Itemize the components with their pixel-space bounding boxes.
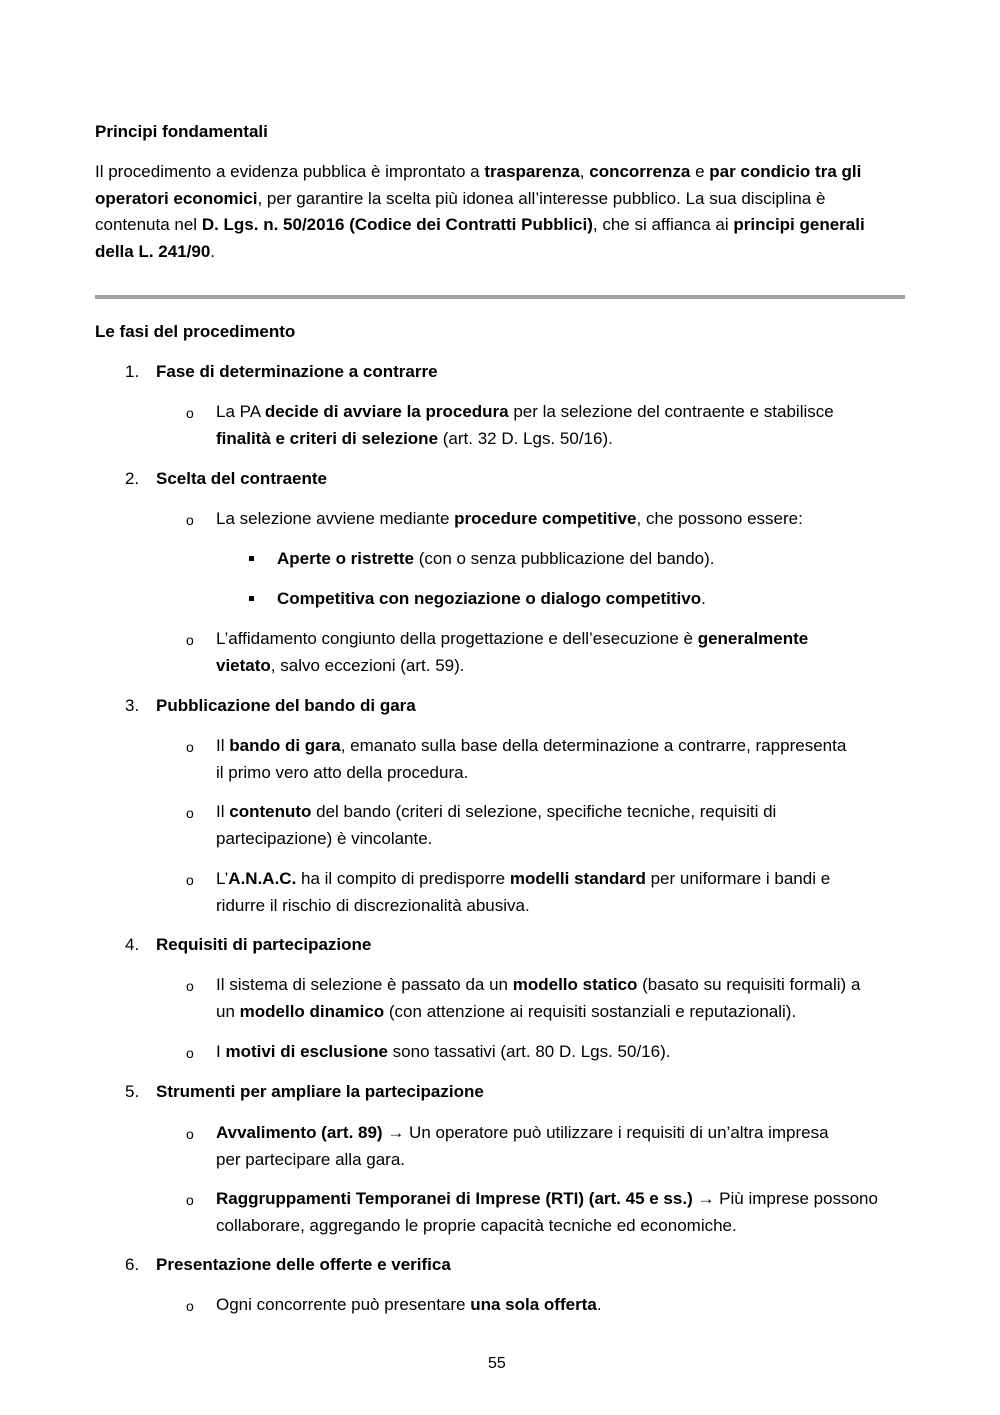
sub-list-item: Competitiva con negoziazione o dialogo competitivo. — [277, 589, 706, 608]
phase-title: Strumenti per ampliare la partecipazione — [156, 1082, 484, 1101]
intro-line-4: della L. 241/90. — [95, 242, 216, 261]
circle-bullet-icon: o — [186, 405, 194, 421]
circle-bullet-icon: o — [186, 632, 194, 648]
square-bullet-icon — [249, 556, 254, 561]
list-item-line: un modello dinamico (con attenzione ai requisiti sostanziali e reputazionali). — [216, 1002, 797, 1021]
circle-bullet-icon: o — [186, 872, 194, 888]
phase-number: 5. — [125, 1082, 140, 1101]
sub-list-item: Aperte o ristrette (con o senza pubblicazione del bando). — [277, 549, 715, 568]
circle-bullet-icon: o — [186, 512, 194, 528]
phase-title: Requisiti di partecipazione — [156, 935, 372, 954]
intro-line-1: Il procedimento a evidenza pubblica è improntato a trasparenza, concorrenza e par condicio tra gli — [95, 162, 862, 181]
list-item-line: I motivi di esclusione sono tassativi (art. 80 D. Lgs. 50/16). — [216, 1042, 671, 1061]
circle-bullet-icon: o — [186, 1126, 194, 1142]
phase-number: 1. — [125, 362, 140, 381]
circle-bullet-icon: o — [186, 1045, 194, 1061]
list-item-line: L’affidamento congiunto della progettazione e dell’esecuzione è generalmente — [216, 629, 809, 648]
list-item-line: La selezione avviene mediante procedure competitive, che possono essere: — [216, 509, 803, 528]
list-item-line: il primo vero atto della procedura. — [216, 763, 469, 782]
list-item-line: Il sistema di selezione è passato da un modello statico (basato su requisiti formali) a — [216, 975, 861, 994]
list-item-line: per partecipare alla gara. — [216, 1150, 406, 1169]
phase-number: 6. — [125, 1255, 140, 1274]
phase-title: Scelta del contraente — [156, 469, 328, 488]
list-item-line: vietato, salvo eccezioni (art. 59). — [216, 656, 465, 675]
list-item-line: partecipazione) è vincolante. — [216, 829, 433, 848]
list-item-line: La PA decide di avviare la procedura per la selezione del contraente e stabilisce — [216, 402, 834, 421]
list-item-line: L’A.N.A.C. ha il compito di predisporre modelli standard per uniformare i bandi e — [216, 869, 831, 888]
intro-line-3: contenuta nel D. Lgs. n. 50/2016 (Codice dei Contratti Pubblici), che si affianca ai principi generali — [95, 215, 865, 234]
phase-number: 2. — [125, 469, 140, 488]
square-bullet-icon — [249, 596, 254, 601]
phase-number: 3. — [125, 696, 140, 715]
list-item-line: Avvalimento (art. 89) → Un operatore può utilizzare i requisiti di un’altra impresa — [216, 1123, 829, 1142]
section-heading-phases: Le fasi del procedimento — [95, 322, 296, 341]
circle-bullet-icon: o — [186, 739, 194, 755]
circle-bullet-icon: o — [186, 1298, 194, 1314]
intro-line-2: operatori economici, per garantire la scelta più idonea all’interesse pubblico. La sua disciplina è — [95, 189, 826, 208]
circle-bullet-icon: o — [186, 1192, 194, 1208]
list-item-line: Il bando di gara, emanato sulla base della determinazione a contrarre, rappresenta — [216, 736, 847, 755]
list-item-line: Il contenuto del bando (criteri di selezione, specifiche tecniche, requisiti di — [216, 802, 777, 821]
list-item-line: Ogni concorrente può presentare una sola offerta. — [216, 1295, 602, 1314]
page-number: 55 — [488, 1355, 506, 1372]
phase-title: Fase di determinazione a contrarre — [156, 362, 438, 381]
section-heading-principles: Principi fondamentali — [95, 122, 268, 141]
circle-bullet-icon: o — [186, 805, 194, 821]
phase-title: Presentazione delle offerte e verifica — [156, 1255, 451, 1274]
list-item-line: ridurre il rischio di discrezionalità abusiva. — [216, 896, 530, 915]
list-item-line: finalità e criteri di selezione (art. 32 D. Lgs. 50/16). — [216, 429, 613, 448]
list-item-line: Raggruppamenti Temporanei di Imprese (RTI) (art. 45 e ss.) → Più imprese possono — [216, 1189, 878, 1208]
phase-title: Pubblicazione del bando di gara — [156, 696, 416, 715]
circle-bullet-icon: o — [186, 978, 194, 994]
phase-number: 4. — [125, 935, 140, 954]
horizontal-divider — [95, 295, 905, 299]
list-item-line: collaborare, aggregando le proprie capacità tecniche ed economiche. — [216, 1216, 737, 1235]
